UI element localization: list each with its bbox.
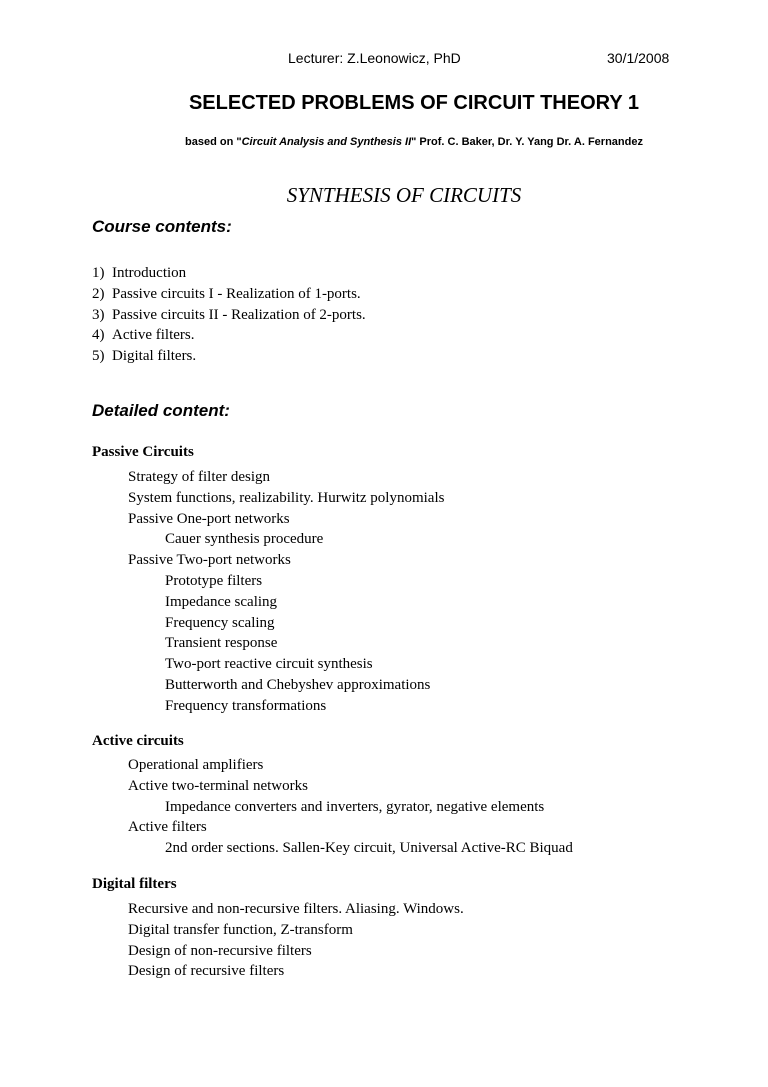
based-on-line [0,136,768,148]
item-text: Passive circuits I - Realization of 1-ports. [112,285,361,302]
based-on-prefix: based on " [185,136,242,148]
passive-circuits-topics [92,467,444,717]
topic-line: Digital transfer function, Z-transform [128,921,353,938]
course-contents-heading: Course contents: [92,217,232,236]
topic-line: Passive One-port networks [128,510,290,527]
list-item [92,305,366,326]
item-number: 3) [92,306,105,323]
active-circuits-heading: Active circuits [92,733,184,749]
digital-filters-topics [92,899,464,982]
subtopic-line: Cauer synthesis procedure [165,531,324,548]
list-item [92,263,366,284]
list-item [92,325,366,346]
item-number: 4) [92,327,105,344]
subtopic-line: Prototype filters [165,572,263,589]
topic-line: Recursive and non-recursive filters. Aliasing. Windows. [128,901,464,917]
document-date: 30/1/2008 [607,50,670,66]
item-text: Introduction [112,265,187,281]
list-item [92,284,366,305]
item-text: Active filters. [112,327,195,344]
passive-circuits-heading: Passive Circuits [92,444,194,460]
subtopic-line: Frequency scaling [165,614,275,631]
subtopic-line: Impedance scaling [165,593,278,610]
subtopic-line: Two-port reactive circuit synthesis [165,656,373,673]
active-circuits-topics [92,755,573,859]
subtopic-line: Frequency transformations [165,697,327,714]
topic-line: Active filters [128,819,207,836]
subtitle: SYNTHESIS OF CIRCUITS [286,183,522,207]
item-number: 1) [92,265,105,281]
subtopic-line: 2nd order sections. Sallen-Key circuit, Universal Active-RC Biquad [165,840,573,857]
list-item [92,346,366,367]
item-number: 5) [92,348,105,365]
subtopic-line: Transient response [165,635,278,652]
page-title: SELECTED PROBLEMS OF CIRCUIT THEORY 1 [188,92,640,114]
topic-line: Passive Two-port networks [128,552,291,569]
topic-line: System functions, realizability. Hurwitz polynomials [128,489,445,506]
topic-line: Operational amplifiers [128,757,264,773]
item-text: Passive circuits II - Realization of 2-ports. [112,306,366,323]
item-text: Digital filters. [112,348,197,365]
topic-line: Strategy of filter design [128,469,271,485]
topic-line: Design of recursive filters [128,963,285,980]
topic-line: Active two-terminal networks [128,777,308,794]
course-contents-list [92,263,366,367]
digital-filters-heading: Digital filters [92,876,177,892]
book-title: Circuit Analysis and Synthesis II [241,136,412,148]
subtopic-line: Impedance converters and inverters, gyrator, negative elements [165,798,545,815]
based-on-authors: " Prof. C. Baker, Dr. Y. Yang Dr. A. Fernandez [411,136,643,148]
subtopic-line: Butterworth and Chebyshev approximations [165,676,431,693]
topic-line: Design of non-recursive filters [128,942,312,959]
item-number: 2) [92,285,105,302]
lecturer-name: Lecturer: Z.Leonowicz, PhD [288,50,461,66]
detailed-content-heading: Detailed content: [92,401,230,420]
